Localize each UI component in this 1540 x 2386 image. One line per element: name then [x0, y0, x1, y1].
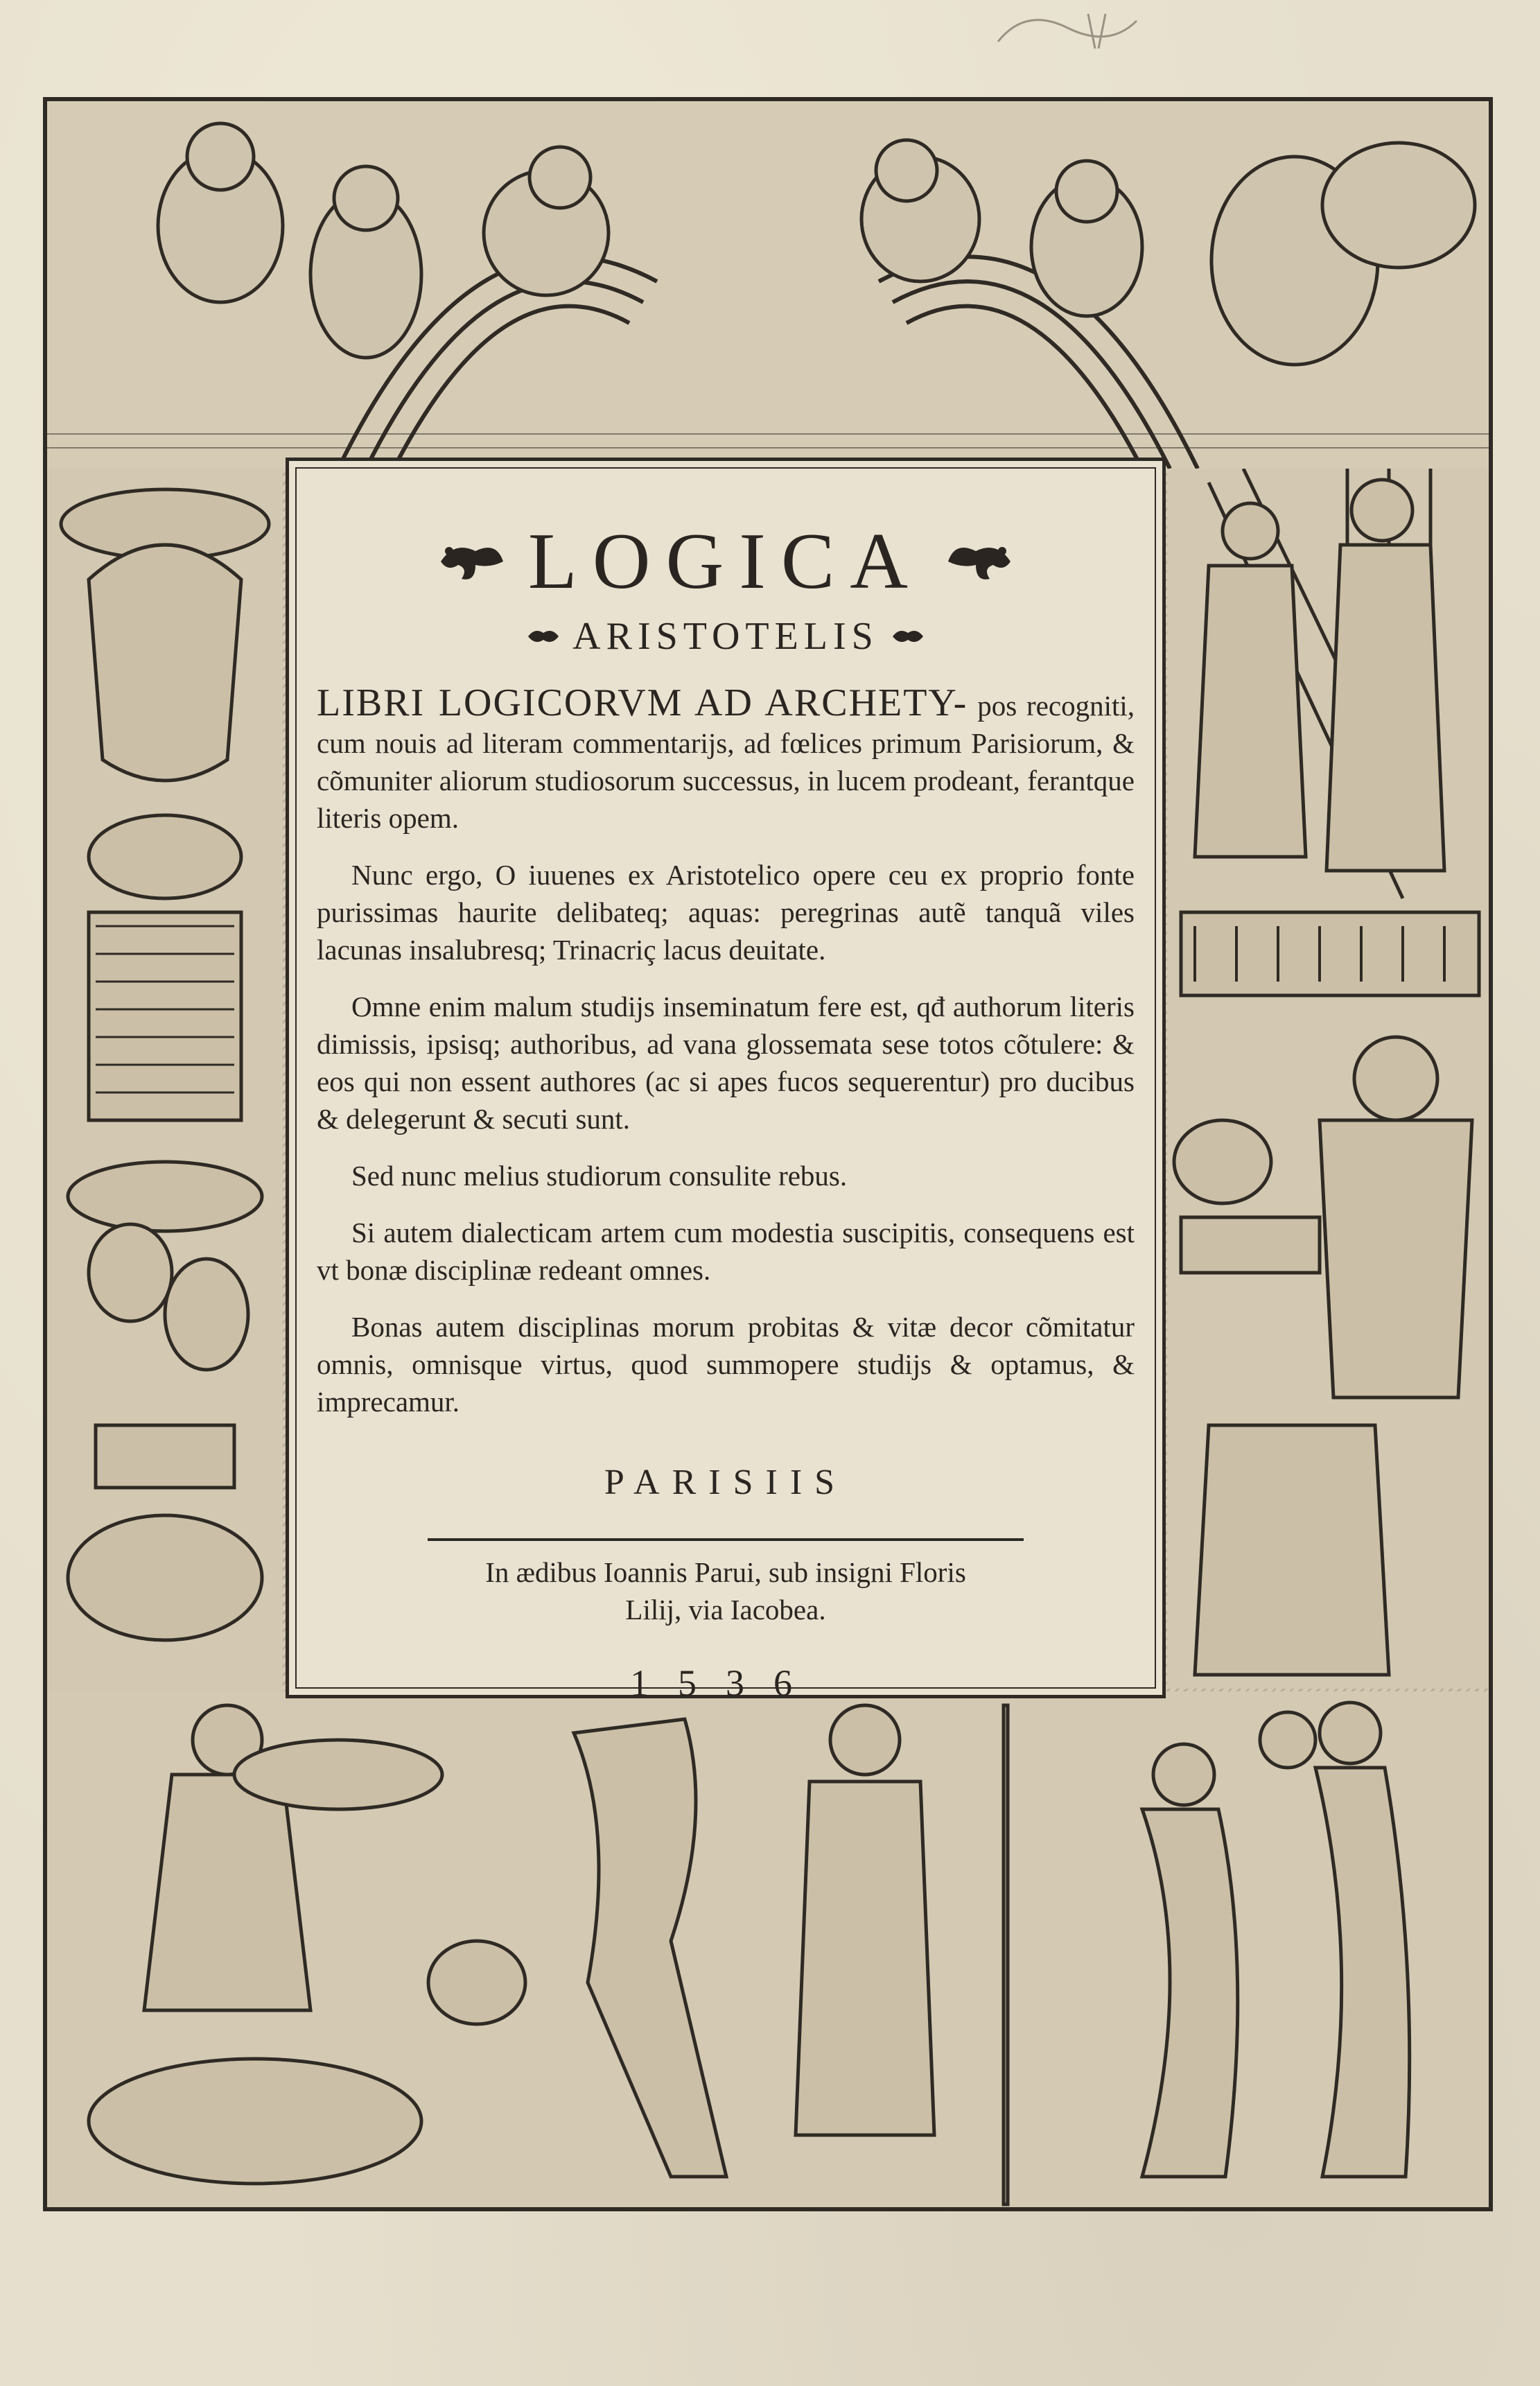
left-fleuron-icon	[434, 537, 510, 586]
title-row	[317, 516, 1135, 607]
right-small-ornament-icon	[890, 626, 926, 647]
imprint-rule	[428, 1538, 1024, 1541]
woodcut-top-cherubs	[47, 101, 1489, 469]
paragraph-intro	[317, 681, 1135, 837]
book-title: LOGICA	[527, 517, 924, 606]
intro-capitals: LIBRI LOGICORVM AD ARCHETY-	[317, 681, 968, 724]
imprint-line-1: In ædibus Ioannis Parui, sub insigni Floris	[485, 1556, 966, 1588]
woodcut-bottom-scene	[47, 1691, 1489, 2207]
paragraph-nunc-ergo: Nunc ergo, O iuuenes ex Aristotelico opere ceu ex proprio fonte purissimas haurite delibateq; aquas: peregrinas autẽ tanquã viles lacunas insalubresq; Trinacriç lacus deuitate.	[317, 859, 1135, 966]
paragraph-bonas-autem: Bonas autem disciplinas morum probitas & vitæ decor cõmitatur omnis, omnisque virtus, quod summopere studijs & optamus, & imprecamur.	[317, 1311, 1135, 1418]
paragraph-omne-enim: Omne enim malum studijs inseminatum fere est, qđ authorum literis dimissis, ipsisq; authoribus, ad vana glossemata sese totos cõtulere: & eos qui non essent authores (ac si apes fucos sequerentur) pro ducibus & delegerunt & secuti sunt.	[317, 991, 1135, 1135]
left-small-ornament-icon	[525, 626, 561, 647]
subtitle-row	[317, 612, 1135, 661]
publication-year: 1536	[630, 1662, 821, 1704]
paragraph-sed-nunc: Sed nunc melius studiorum consulite rebus.	[351, 1160, 848, 1192]
paragraph-si-autem: Si autem dialecticam artem cum modestia suscipitis, consequens est vt bonæ disciplinæ redeant omnes.	[317, 1217, 1135, 1286]
imprint-line-2: Lilij, via Iacobea.	[625, 1594, 826, 1626]
woodcut-left-column	[47, 469, 283, 1703]
woodcut-right-soldiers	[1167, 469, 1489, 1689]
imprint-city: PARISIIS	[604, 1463, 848, 1502]
pencil-shelfmark	[984, 0, 1150, 69]
intro-text: pos recogniti, cum nouis ad literam commentarijs, ad fœlices primum Parisiorum, & cõmuniter aliorum studiosorum successus, in lucem prodeant, ferantque literis opem.	[317, 690, 1135, 834]
imprint-block	[317, 1553, 1135, 1628]
title-panel	[286, 458, 1166, 1704]
title-panel-text	[317, 516, 1135, 1705]
book-subtitle: ARISTOTELIS	[572, 615, 879, 658]
right-fleuron-icon	[941, 537, 1017, 586]
